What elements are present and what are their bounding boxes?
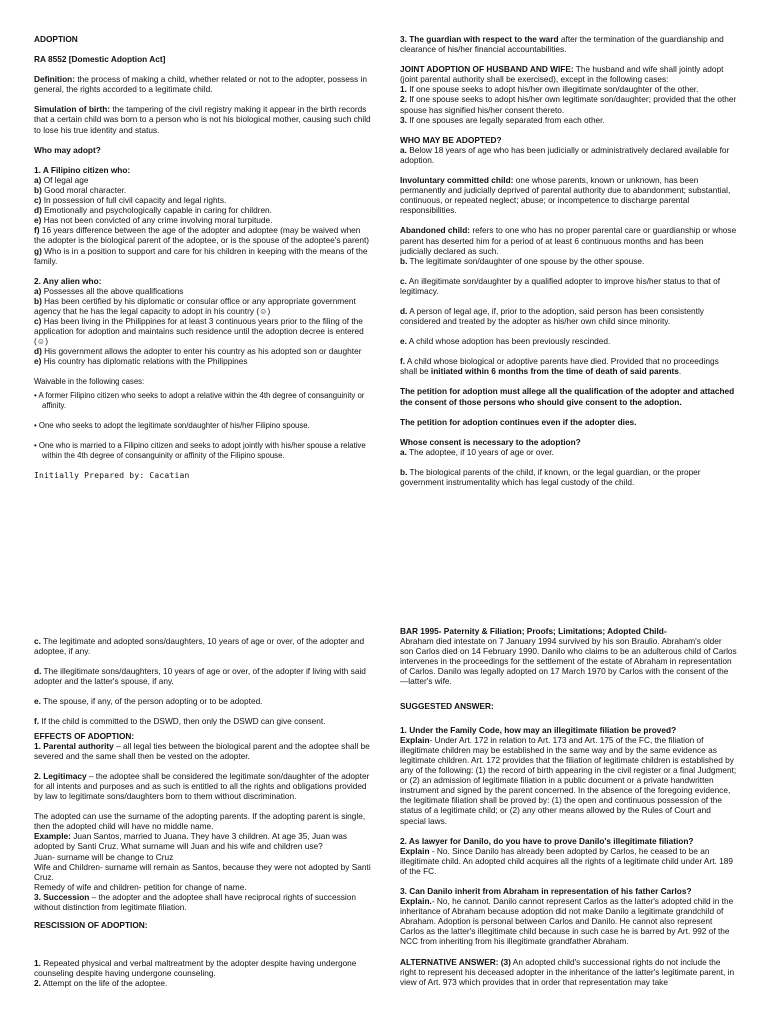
consent-item-b: b. The biological parents of the child, if known, or the legal guardian, or the proper government instrumentality which has legal custody of the child. [400,466,701,487]
list-item: d) Emotionally and psychologically capable in caring for children. [34,205,272,216]
question-2: 2. As lawyer for Danilo, do you have to prove Danilo's illegitimate filiation? Explain - No. Since Danilo has already been adopted by Carlos, he ceased to be an illegitimate child. An adopted child acquires all the rights of a legitimate child under Art. 189 of the FC. [400,835,733,876]
who-may-adopt-heading: Who may adopt? [34,144,101,155]
consent-item-c: c. The legitimate and adopted sons/daughters, 10 years of age or over, of the adopter and adoptee, if any. [34,636,365,657]
bullet-item: • One who is married to a Filipino citizen and seeks to adopt jointly with his/her spouse a relative within the 4th degree of consanguinity or affinity of the Filipino spouse. [34,440,366,460]
alternative-answer: ALTERNATIVE ANSWER: (3) An adopted child's successional rights do not include the right to represent his deceased adopter in the inheritance of the latter's legitimate parent, in view of Art. 973 which provides that in order that representation may take [400,956,735,987]
consent-item-f: f. If the child is committed to the DSWD, then only the DSWD can give consent. [34,716,326,727]
list-heading: 2. Any alien who: [34,275,102,286]
waivable-list [34,377,371,462]
joint-adoption-paragraph: JOINT ADOPTION OF HUSBAND AND WIFE: The husband and wife shall jointly adopt (joint parental authority shall be exercised), except in the following cases: 1. If one spouse seeks to adopt his/her own illegitimate son/daughter of the other. 2. If one spouse seeks to adopt his/her own legitimate son/daughter; provided that the other spouse has signified his/her consent thereto. 3. If one spouses are legally separated from each other. [400,64,737,125]
list-item: a) Possesses all the above qualifications [34,285,184,296]
suggested-answer-heading: SUGGESTED ANSWER: [400,700,494,711]
simulation-paragraph: Simulation of birth: the tampering of the civil registry making it appear in the birth records that a certain child was born to a person who is not his biological mother, causing such child to lose his true identity and status. [34,104,371,135]
list-item: e) Has not been convicted of any crime involving moral turpitude. [34,215,273,226]
guardian-paragraph: 3. The guardian with respect to the ward after the termination of the guardianship and clearance of his/her financial accountabilities. [400,34,724,55]
list-item: 2. If one spouse seeks to adopt his/her own legitimate son/daughter; provided that the other spouse has signified his/her consent thereto. [400,94,737,115]
consent-item-d: d. The illegitimate sons/daughters, 10 years of age or over, of the adopter if living with said adopter and the latter's spouse, if any. [34,666,366,687]
involuntary-paragraph: Involuntary committed child: one whose parents, known or unknown, has been permanently and judicially deprived of parental authority due to abandonment; substantial, continuous, or repeated neglect; abuse; or incompetence to discharge parental responsibilities. [400,175,731,216]
page-4-column [400,626,737,1024]
prepared-by: Initially Prepared by: Cacatian [34,471,190,481]
consent-item-e: e. The spouse, if any, of the person adopting or to be adopted. [34,696,263,707]
rescission-heading: RESCISSION OF ADOPTION: [34,920,148,931]
bar-question: BAR 1995- Paternity & Filiation; Proofs; Limitations; Adopted Child- Abraham died intestate on 7 January 1994 survived by his son Braulio. Abraham's older son Carlos died on 14 February 1990. Danilo who claims to be an adulterous child of Carlos intervenes in the proceedings for the settlement of the estate of Abraham in representation of Carlos. Danilo was legally adopted on 17 March 1970 by Carlos with the consent of the —latter's wife. [400,626,737,687]
list-item: b) Good moral character. [34,184,127,195]
question-1: 1. Under the Family Code, how may an illegitimate filiation be proved? Explain- Under Art. 172 in relation to Art. 173 and Art. 175 of the FC, the filiation of illegitimate children may be established in the same way and by the same evidence as legitimate children. Art. 172 provides that the filiation of legitimate children is established by any of the following: (1) the record of birth appearing in the civil register or a final Judgment; or (2) an admission of legitimate filiation in a public document or a private handwritten instrument and signed by the parent concerned. In the absence of the foregoing evidence, the legitimate filiation shall be proved by: (1) the open and continuous possession of the status of a legitimate child; or (2) any other means allowed by the Rules of Court and special laws. [400,724,737,826]
section-heading: ADOPTION [34,34,78,44]
consent-section: Whose consent is necessary to the adoption? a. The adoptee, if 10 years of age or over. [400,436,581,457]
filipino-list [34,165,371,266]
item-f: f. A child whose biological or adoptive parents have died. Provided that no proceedings shall be initiated within 6 months from the time of death of said parents. [400,356,719,377]
alien-list [34,276,371,367]
list-item: e) His country has diplomatic relations with the Philippines [34,356,248,367]
list-item: c) Has been living in the Philippines for at least 3 continuous years prior to the filing of the application for adoption and maintains such residence until the adoption decree is entered (☺) [34,316,364,347]
petition-allegation: The petition for adoption must allege all the qualification of the adopter and attached the consent of those persons who should give consent to the adoption. [400,386,735,407]
effects-section: EFFECTS OF ADOPTION: 1. Parental authority – all legal ties between the biological parent and the adoptee shall be severed and the same shall then be vested on the adopter. [34,730,370,761]
petition-continues: The petition for adoption continues even if the adopter dies. [400,416,637,427]
list-item: d) His government allows the adopter to enter his country as his adopted son or daughter [34,346,362,357]
bullet-item: • A former Filipino citizen who seeks to adopt a relative within the 4th degree of consanguinity or affinity. [34,390,365,410]
question-3: 3. Can Danilo inherit from Abraham in representation of his father Carlos? Explain.- No, he cannot. Danilo cannot represent Carlos as the latter's adopted child in the inheritance of Abraham because adoption did not make Danilo a legitimate grandchild of Abraham. Adoption is personal between Carlos and Danilo. He cannot also represent Carlos as the latter's illegitimate child because in such case he is barred by Art. 992 of the NCC from inheriting from his illegitimate grandfather Abraham. [400,885,734,947]
list-item: g) Who is in a position to support and care for his children in keeping with the means of the family. [34,245,368,266]
definition-paragraph: Definition: the process of making a child, whether related or not to the adopter, possess in general, the rights accorded to a legitimate child. [34,74,367,95]
list-item: b) Has been certified by his diplomatic or consular office or any appropriate government agency that he has the legal capacity to adopt in his country (☺) [34,295,356,316]
list-heading: 1. A Filipino citizen who: [34,164,131,175]
list-item: c) In possession of full civil capacity and legal rights. [34,195,227,206]
surname-paragraph: The adopted can use the surname of the adopting parents. If the adopting parent is single, then the adopted child will have no middle name. Example: Juan Santos, married to Juana. They have 3 children. At age 35, Juan was adopted by Santi Cruz. What surname will Juan and his wife and children use? Juan- surname will be change to Cruz Wife and Children- surname will remain as Santos, because they were not adopted by Santi Cruz. Remedy of wife and children- petition for change of name. 3. Succession – the adopter and the adoptee shall have reciprocal rights of succession without distinction from legitimate filiation. [34,811,371,912]
page-2-column [400,34,737,594]
waivable-heading: Waivable in the following cases: [34,376,145,386]
rescission-list: 1. Repeated physical and verbal maltreatment by the adopter despite having undergone counseling despite having undergone counseling. 2. Attempt on the life of the adoptee. [34,958,357,989]
bullet-item: • One who seeks to adopt the legitimate son/daughter of his/her Filipino spouse. [34,420,310,430]
item-d: d. A person of legal age, if, prior to the adoption, said person has been consistently considered and treated by the adopter as his/her own child since minority. [400,305,704,327]
item-c: c. An illegitimate son/daughter by a qualified adopter to improve his/her status to that of legitimacy. [400,275,721,296]
page-3-column [34,636,371,1024]
legitimacy-paragraph: 2. Legitimacy – the adoptee shall be considered the legitimate son/daughter of the adopter for all intents and purposes and as such is entitled to all the rights and obligations provided by law to legitimate sons/daughters born to them without discrimination. [34,770,370,802]
list-item: 3. If one spouses are legally separated from each other. [400,114,605,125]
page-1-column [34,34,371,594]
list-item: 1. If one spouse seeks to adopt his/her own illegitimate son/daughter of the other. [400,84,699,95]
who-may-be-adopted: WHO MAY BE ADOPTED? a. Below 18 years of age who has been judicially or administratively declared available for adoption. [400,134,730,165]
item-e: e. A child whose adoption has been previously rescinded. [400,336,611,347]
list-item: f) 16 years difference between the age of the adopter and adoptee (may be waived when the adopter is the biological parent of the adoptee, or is the spouse of the adoptee's parent) [34,225,370,246]
statute-title: RA 8552 [Domestic Adoption Act] [34,54,166,65]
abandoned-paragraph: Abandoned child: refers to one who has no proper parental care or guardianship or whose parent has deserted him for a period of at least 6 continuous months and has been judicially declared as such. b. The legitimate son/daughter of one spouse by the other spouse. [400,225,737,266]
list-item: a) Of legal age [34,174,89,185]
